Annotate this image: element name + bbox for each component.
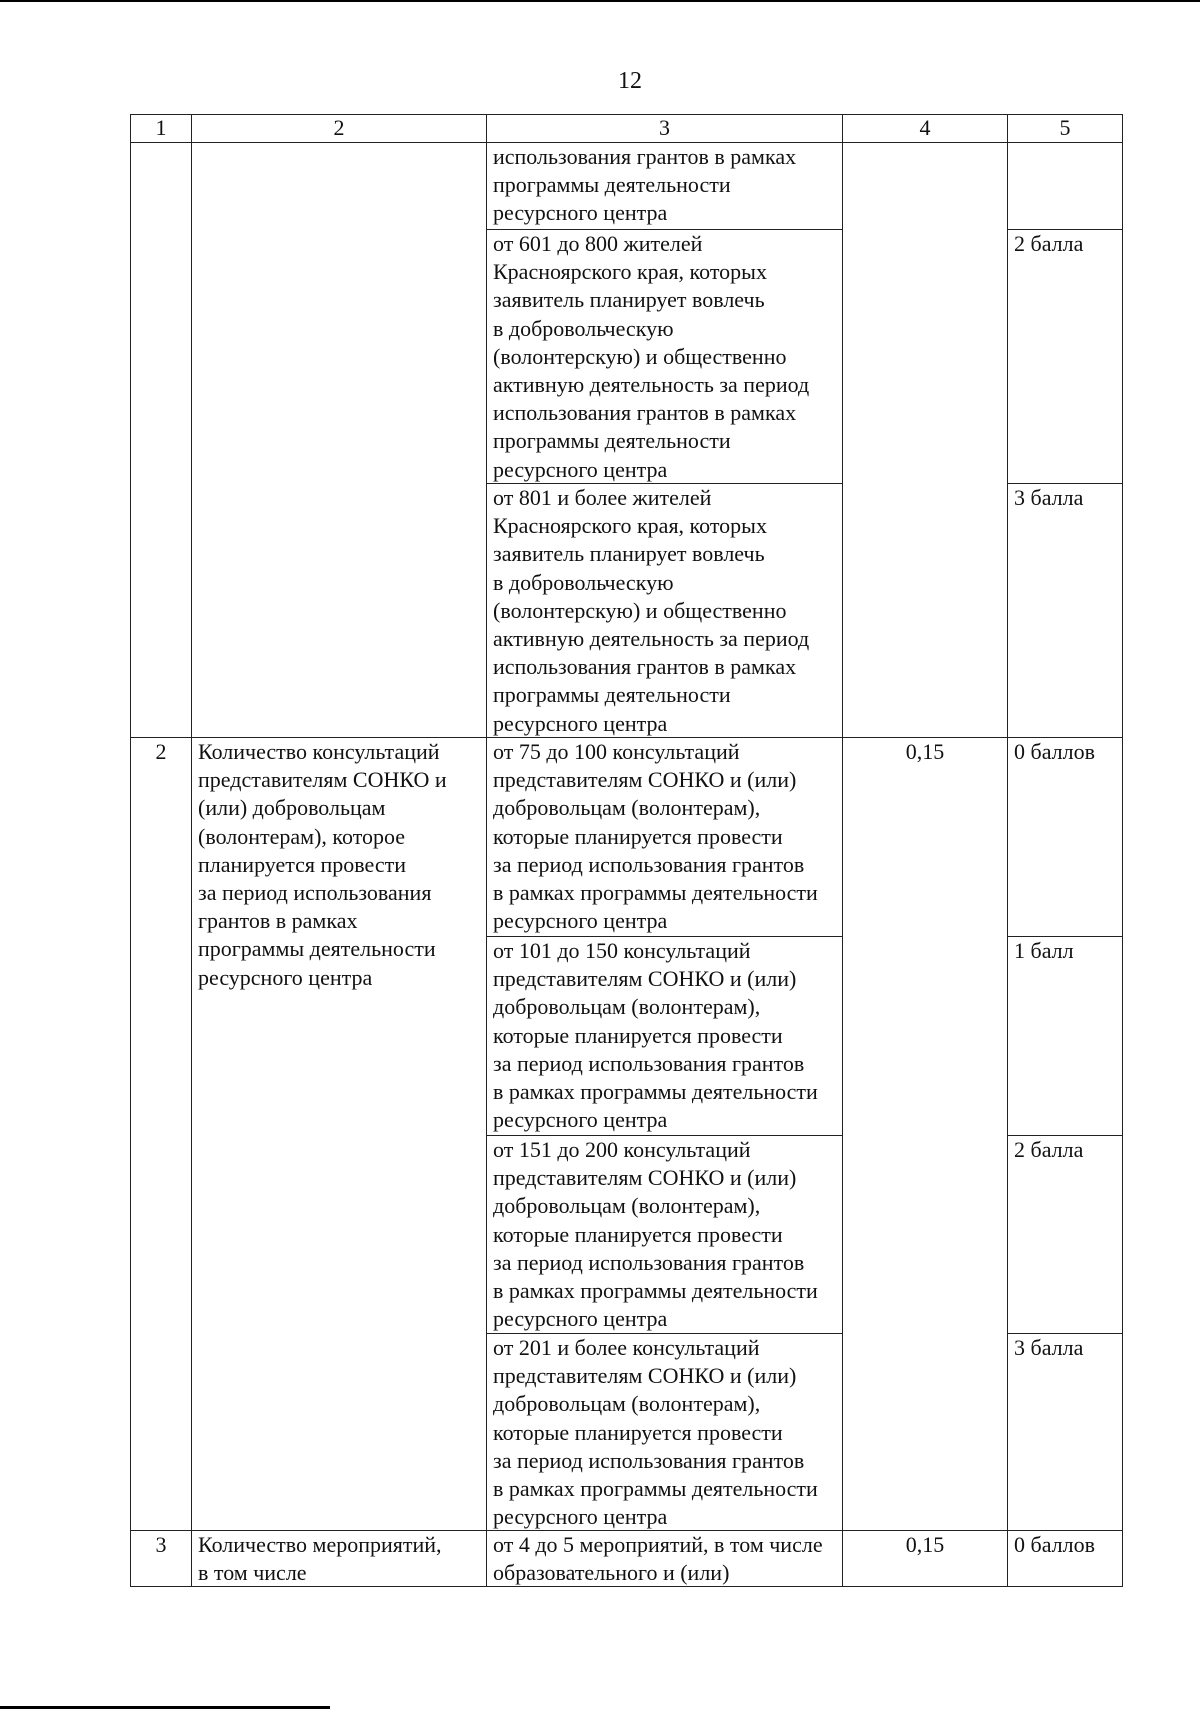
score-cell: 3 балла — [1007, 1333, 1123, 1531]
condition-line: ресурсного центра — [493, 710, 668, 736]
criterion-name-line: представителям СОНКО и — [198, 767, 447, 793]
condition-cell — [486, 936, 843, 1136]
condition-line: программы деятельности — [493, 428, 731, 454]
condition-line: от 201 и более консультаций — [493, 1335, 760, 1360]
criterion-name-cell — [191, 1530, 487, 1587]
criterion-name-line: планируется провести — [198, 851, 407, 877]
header-cell-2: 2 — [191, 114, 487, 143]
condition-line: которые планируется провести — [493, 823, 783, 849]
condition-line: в рамках программы деятельности — [493, 880, 818, 906]
condition-line: программы деятельности — [493, 172, 731, 198]
criterion-name-line: Количество консультаций — [198, 739, 440, 764]
condition-line: (волонтерскую) и общественно — [493, 343, 787, 369]
weight-cell: 0,15 — [842, 737, 1008, 1531]
condition-line: программы деятельности — [493, 682, 731, 708]
condition-line: в рамках программы деятельности — [493, 1476, 818, 1502]
condition-line: использования грантов в рамках — [493, 654, 797, 680]
score-cell: 1 балл — [1007, 936, 1123, 1136]
condition-line: активную деятельность за период — [493, 372, 810, 398]
condition-cell — [486, 229, 843, 484]
condition-cell — [486, 1530, 843, 1587]
condition-line: от 4 до 5 мероприятий, в том числе — [493, 1532, 823, 1557]
condition-line: использования грантов в рамках — [493, 400, 797, 426]
criterion-name-cell — [191, 142, 487, 738]
condition-line: за период использования грантов — [493, 851, 805, 877]
header-cell-1: 1 — [130, 114, 192, 143]
condition-cell — [486, 737, 843, 937]
header-cell-3: 3 — [486, 114, 843, 143]
condition-line: ресурсного центра — [493, 1107, 668, 1133]
condition-line: за период использования грантов — [493, 1249, 805, 1275]
condition-line: от 75 до 100 консультаций — [493, 739, 740, 764]
condition-line: заявитель планирует вовлечь — [493, 287, 765, 313]
condition-cell — [486, 142, 843, 230]
condition-line: от 801 и более жителей — [493, 485, 712, 510]
condition-line: за период использования грантов — [493, 1050, 805, 1076]
criterion-name-line: в том числе — [198, 1560, 307, 1586]
condition-line: от 601 до 800 жителей — [493, 231, 703, 256]
score-cell: 0 баллов — [1007, 1530, 1123, 1587]
condition-line: за период использования грантов — [493, 1447, 805, 1473]
scan-top-edge — [0, 0, 1200, 2]
condition-line: заявитель планирует вовлечь — [493, 541, 765, 567]
condition-line: Красноярского края, которых — [493, 513, 767, 539]
score-cell: 2 балла — [1007, 1135, 1123, 1334]
score-cell: 0 баллов — [1007, 737, 1123, 937]
condition-cell — [486, 1135, 843, 1334]
condition-line: в добровольческую — [493, 569, 674, 595]
page-number: 12 — [618, 68, 642, 94]
row-number-cell — [130, 142, 192, 738]
score-cell: 2 балла — [1007, 229, 1123, 484]
criterion-name-line: программы деятельности — [198, 936, 436, 962]
criterion-name-line: (или) добровольцам — [198, 795, 386, 821]
condition-line: ресурсного центра — [493, 908, 668, 934]
scan-bottom-edge — [0, 1706, 330, 1709]
header-cell-4: 4 — [842, 114, 1008, 143]
condition-cell — [486, 483, 843, 738]
condition-line: в рамках программы деятельности — [493, 1278, 818, 1304]
weight-cell: 0,15 — [842, 1530, 1008, 1587]
condition-line: ресурсного центра — [493, 1504, 668, 1530]
condition-line: представителям СОНКО и (или) — [493, 1363, 797, 1389]
condition-line: в рамках программы деятельности — [493, 1079, 818, 1105]
criterion-name-cell — [191, 737, 487, 1531]
condition-line: представителям СОНКО и (или) — [493, 966, 797, 992]
condition-line: в добровольческую — [493, 315, 674, 341]
weight-cell — [842, 142, 1008, 738]
condition-line: от 101 до 150 консультаций — [493, 938, 751, 963]
condition-line: (волонтерскую) и общественно — [493, 597, 787, 623]
condition-line: добровольцам (волонтерам), — [493, 1391, 761, 1417]
row-number-cell: 2 — [130, 737, 192, 1531]
condition-line: ресурсного центра — [493, 200, 668, 226]
condition-line: активную деятельность за период — [493, 626, 810, 652]
criterion-name-line: Количество мероприятий, — [198, 1532, 442, 1557]
header-cell-5: 5 — [1007, 114, 1123, 143]
condition-line: которые планируется провести — [493, 1419, 783, 1445]
condition-line: Красноярского края, которых — [493, 259, 767, 285]
condition-line: образовательного и (или) — [493, 1560, 730, 1586]
criterion-name-line: грантов в рамках — [198, 908, 358, 934]
criterion-name-line: ресурсного центра — [198, 964, 373, 990]
condition-line: добровольцам (волонтерам), — [493, 1193, 761, 1219]
score-cell — [1007, 142, 1123, 230]
condition-line: использования грантов в рамках — [493, 144, 797, 169]
condition-line: ресурсного центра — [493, 1306, 668, 1332]
condition-line: представителям СОНКО и (или) — [493, 1165, 797, 1191]
row-number-cell: 3 — [130, 1530, 192, 1587]
criterion-name-line: (волонтерам), которое — [198, 823, 406, 849]
condition-line: которые планируется провести — [493, 1022, 783, 1048]
condition-line: которые планируется провести — [493, 1221, 783, 1247]
condition-line: от 151 до 200 консультаций — [493, 1137, 751, 1162]
condition-line: представителям СОНКО и (или) — [493, 767, 797, 793]
condition-line: добровольцам (волонтерам), — [493, 795, 761, 821]
condition-line: ресурсного центра — [493, 456, 668, 482]
condition-cell — [486, 1333, 843, 1531]
condition-line: добровольцам (волонтерам), — [493, 994, 761, 1020]
score-cell: 3 балла — [1007, 483, 1123, 738]
criterion-name-line: за период использования — [198, 880, 432, 906]
